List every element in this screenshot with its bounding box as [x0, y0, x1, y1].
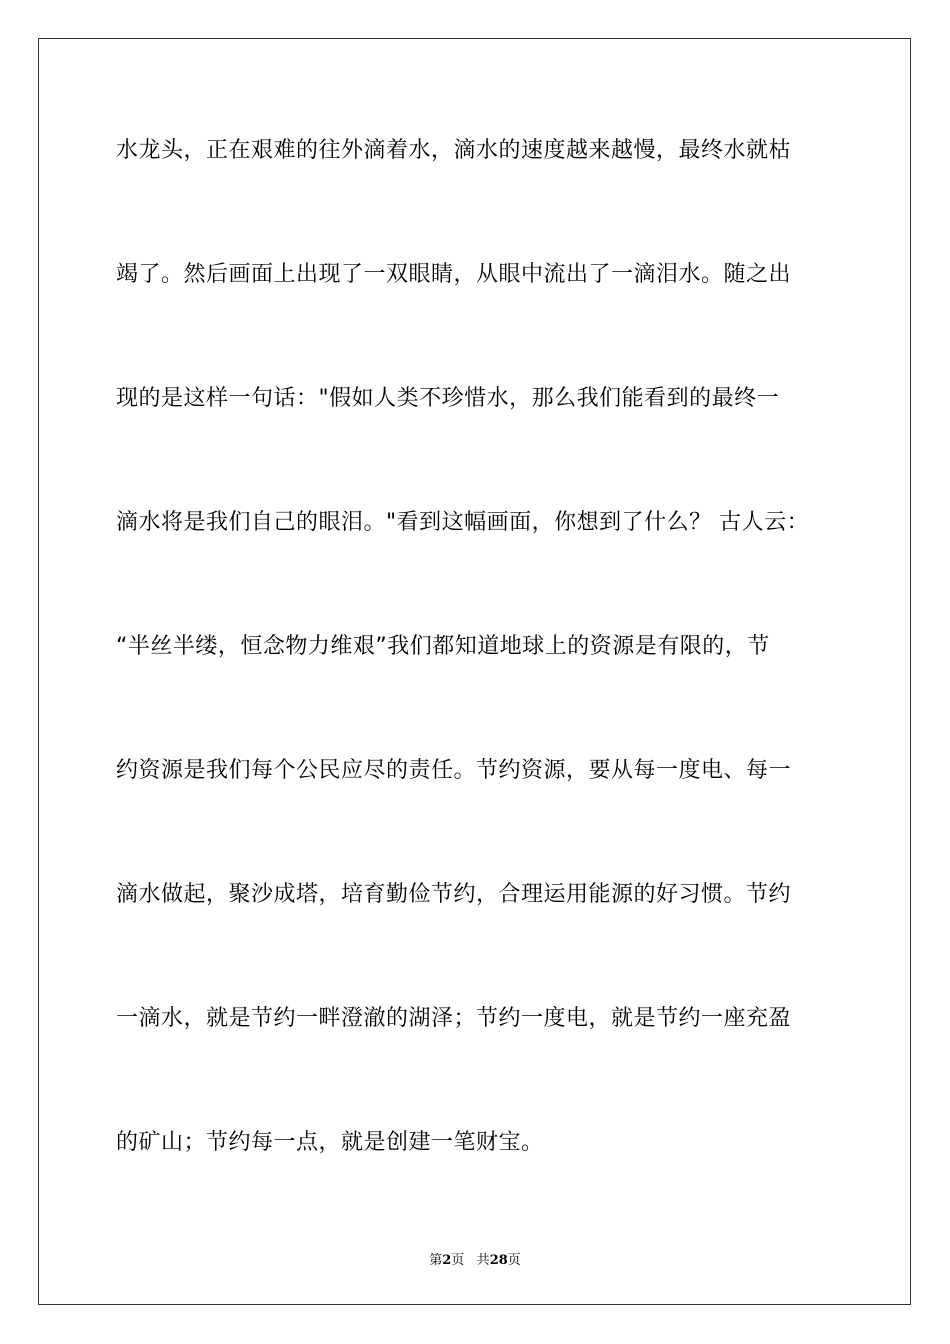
text-line: 约资源是我们每个公民应尽的责任。节约资源，要从每一度电、每一: [116, 758, 792, 783]
footer-total-pages: 28: [489, 1253, 508, 1268]
text-line: 水龙头，正在艰难的往外滴着水，滴水的速度越来越慢，最终水就枯: [116, 138, 792, 163]
footer-total-suffix: 页: [507, 1253, 521, 1268]
footer-page-suffix: 页: [451, 1253, 465, 1268]
footer-page-prefix: 第: [429, 1253, 443, 1268]
footer-total-prefix: 共: [476, 1253, 490, 1268]
text-line: “半丝半缕，恒念物力维艰”我们都知道地球上的资源是有限的，节: [116, 634, 770, 659]
text-line: 现的是这样一句话："假如人类不珍惜水，那么我们能看到的最终一: [116, 386, 780, 411]
page-frame: [38, 38, 911, 1305]
text-line: 滴水做起，聚沙成塔，培育勤俭节约，合理运用能源的好习惯。节约: [116, 882, 792, 907]
text-line: 竭了。然后画面上出现了一双眼睛，从眼中流出了一滴泪水。随之出: [116, 262, 792, 287]
footer-page-number: 2: [442, 1253, 452, 1268]
text-line: 一滴水，就是节约一畔澄澈的湖泽；节约一度电，就是节约一座充盈: [116, 1006, 792, 1031]
text-line: 滴水将是我们自己的眼泪。"看到这幅画面，你想到了什么？ 古人云：: [116, 510, 810, 535]
page-footer: [0, 1249, 950, 1268]
text-line: 的矿山；节约每一点，就是创建一笔财宝。: [116, 1130, 544, 1155]
